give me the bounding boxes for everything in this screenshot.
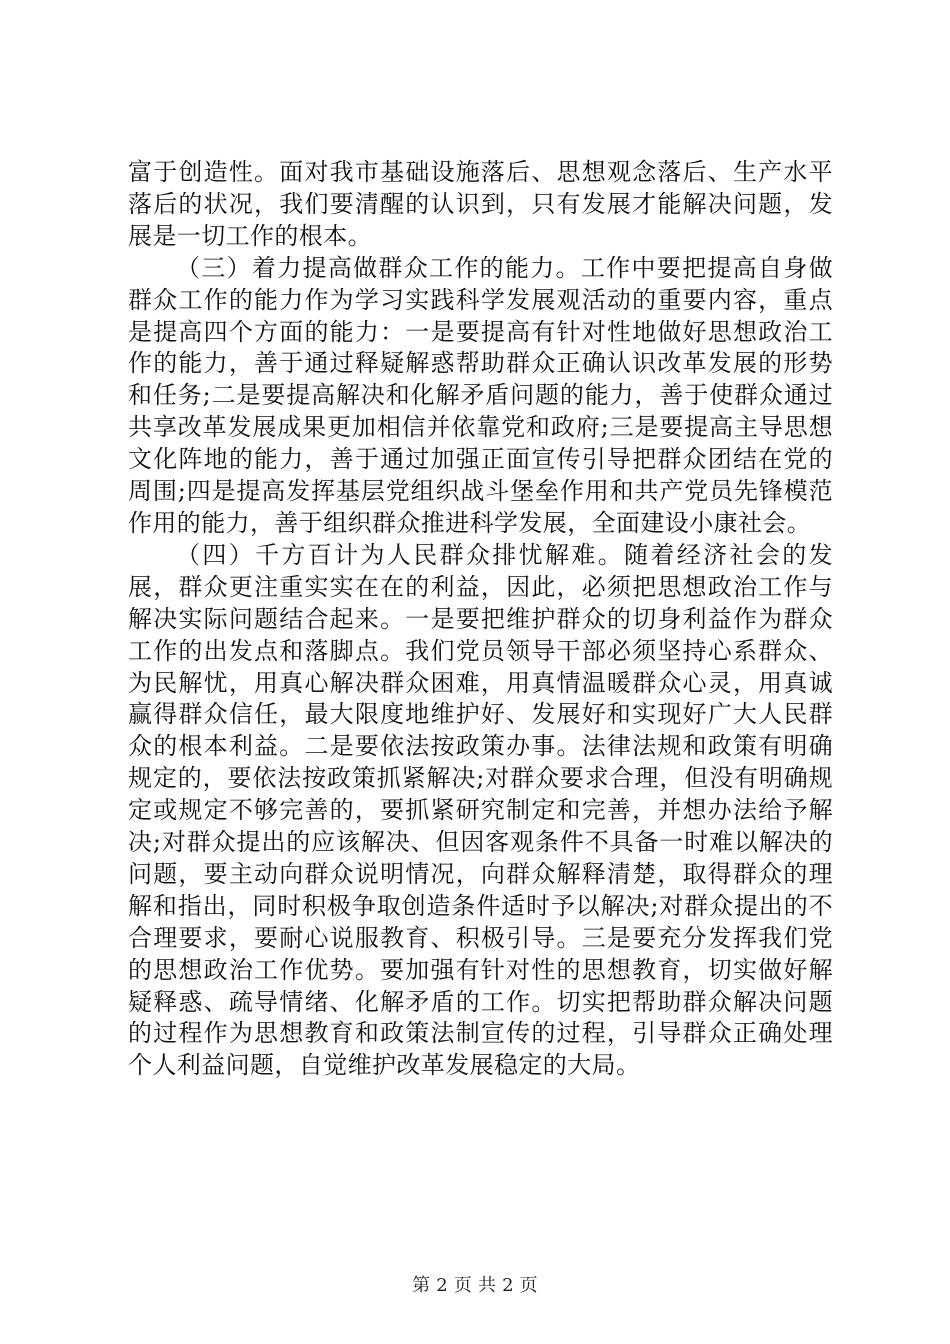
document-body bbox=[128, 157, 833, 1082]
page-number-footer: 第 2 页 共 2 页 bbox=[412, 1275, 538, 1296]
paragraph-section-three: （三）着力提高做群众工作的能力。工作中要把提高自身做群众工作的能力作为学习实践科学发展观活动的重要内容，重点是提高四个方面的能力：一是要提高有针对性地做好思想政治工作的能力，善于通过释疑解惑帮助群众正确认识改革发展的形势和任务;二是要提高解决和化解矛盾问题的能力，善于使群众通过共享改革发展成果更加相信并依靠党和政府;三是要提高主导思想文化阵地的能力，善于通过加强正面宣传引导把群众团结在党的周围;四是提高发挥基层党组织战斗堡垒作用和共产党员先锋模范作用的能力，善于组织群众推进科学发展，全面建设小康社会。 bbox=[128, 253, 833, 537]
paragraph-continuation: 富于创造性。面对我市基础设施落后、思想观念落后、生产水平落后的状况，我们要清醒的认识到，只有发展才能解决问题，发展是一切工作的根本。 bbox=[128, 158, 833, 250]
paragraph-section-four: （四）千方百计为人民群众排忧解难。随着经济社会的发展，群众更注重实实在在的利益，因此，必须把思想政治工作与解决实际问题结合起来。一是要把维护群众的切身利益作为群众工作的出发点和落脚点。我们党员领导干部必须坚持心系群众、为民解忧，用真心解决群众困难，用真情温暖群众心灵，用真诚赢得群众信任，最大限度地维护好、发展好和实现好广大人民群众的根本利益。二是要依法按政策办事。法律法规和政策有明确规定的，要依法按政策抓紧解决;对群众要求合理，但没有明确规定或规定不够完善的，要抓紧研究制定和完善，并想办法给予解决;对群众提出的应该解决、但因客观条件不具备一时难以解决的问题，要主动向群众说明情况，向群众解释清楚，取得群众的理解和指出，同时积极争取创造条件适时予以解决;对群众提出的不合理要求，要耐心说服教育、积极引导。三是要充分发挥我们党的思想政治工作优势。要加强有针对性的思想教育，切实做好解疑释惑、疏导情绪、化解矛盾的工作。切实把帮助群众解决问题的过程作为思想教育和政策法制宣传的过程，引导群众正确处理个人利益问题，自觉维护改革发展稳定的大局。 bbox=[128, 540, 833, 1080]
